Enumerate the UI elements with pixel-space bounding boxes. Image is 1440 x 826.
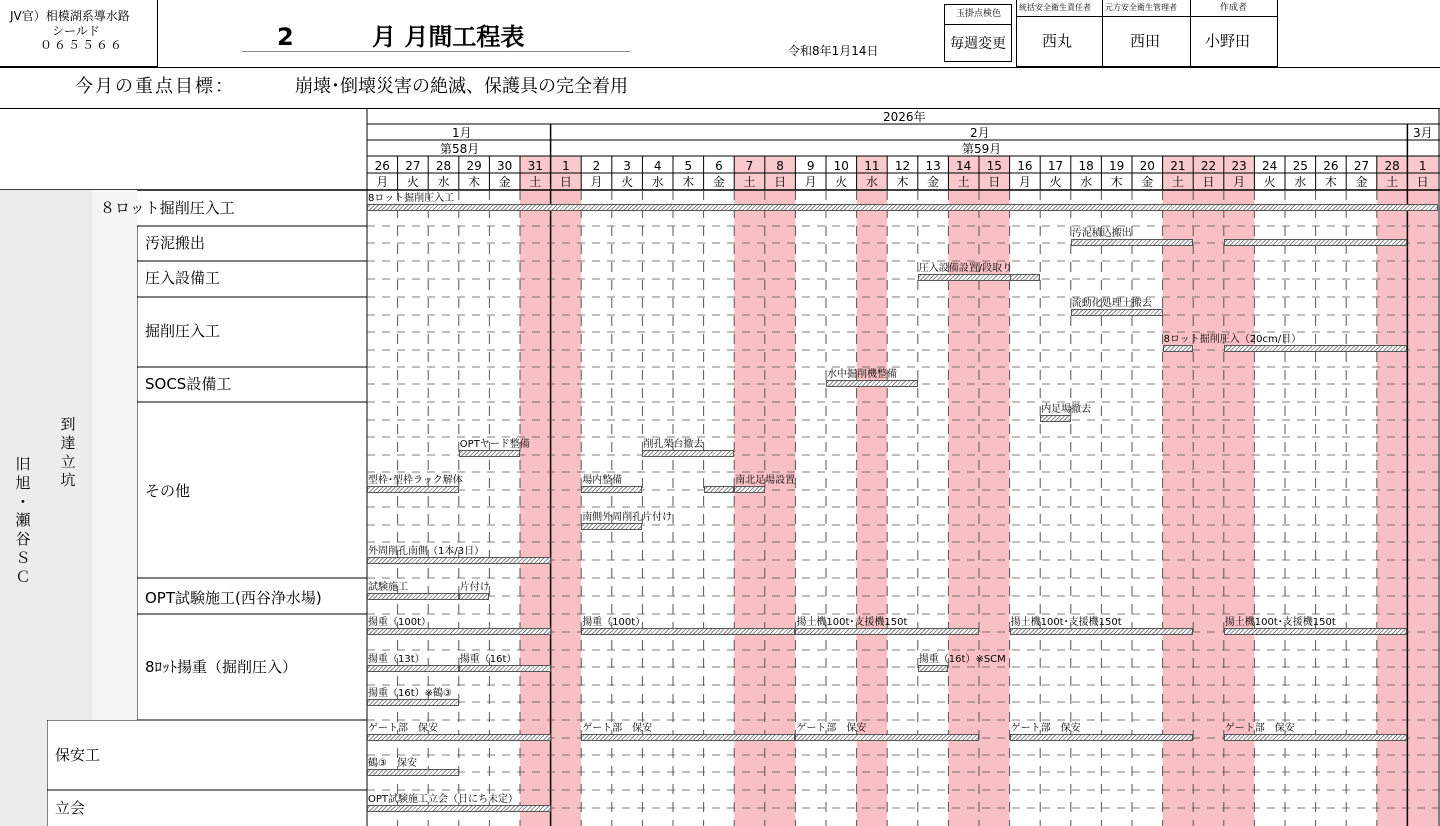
holiday-column-shade [765, 190, 796, 826]
day-of-week: 火 [621, 175, 634, 189]
holiday-column-shade [1407, 190, 1438, 826]
item-sludge: 汚泥搬出 [145, 234, 206, 252]
day-number: 26 [1323, 159, 1339, 173]
holiday-column-shade [551, 190, 582, 826]
goal-text: 崩壊･倒壊災害の絶滅、保護具の完全着用 [295, 76, 628, 97]
task-bar [642, 450, 734, 457]
day-of-week: 日 [774, 175, 787, 189]
day-number: 23 [1231, 159, 1247, 173]
day-of-week: 水 [1080, 175, 1093, 189]
day-number: 19 [1109, 159, 1125, 173]
group-col-bg [92, 190, 137, 720]
task-bar [367, 769, 459, 776]
task-label: 水中掘削機整備 [827, 369, 897, 380]
task-label: OPTヤード整備 [459, 439, 530, 450]
item-socs: SOCS設備工 [145, 375, 232, 393]
task-bar [367, 665, 459, 672]
task-bar [1010, 628, 1194, 635]
day-of-week: 土 [957, 175, 970, 189]
day-number: 24 [1262, 159, 1278, 173]
task-bar [734, 486, 765, 493]
task-label: 場内整備 [582, 475, 623, 486]
item-excavation: 掘削圧入工 [145, 322, 221, 340]
day-number: 28 [1384, 159, 1400, 173]
jv-line2: シールド [52, 24, 100, 38]
task-bar [459, 665, 551, 672]
task-bar [1224, 239, 1408, 246]
task-label: 8ロット掘削圧入（20cm/日） [1163, 334, 1302, 345]
role1-name: 西丸 [1042, 32, 1073, 50]
day-number: 22 [1200, 159, 1217, 173]
jv-line1: JV官）相模湖系導水路 [10, 9, 130, 23]
day-of-week: 月 [590, 175, 603, 189]
month-feb: 2月 [970, 126, 990, 140]
task-bar [795, 734, 979, 741]
day-number: 27 [405, 159, 421, 173]
day-number: 17 [1047, 159, 1064, 173]
task-label: ゲート部 保安 [796, 723, 867, 734]
task-bar [581, 486, 642, 493]
task-label: 流動化処理土搬去 [1071, 298, 1152, 309]
security-label: 保安工 [55, 746, 101, 764]
task-bar [918, 665, 949, 672]
issue-date: 令和8年1月14日 [788, 44, 879, 58]
task-bar [795, 628, 979, 635]
holiday-column-shade [979, 190, 1010, 826]
task-bar [1224, 734, 1408, 741]
check-color-label: 玉掛点検色 [956, 9, 1002, 19]
day-of-week: 金 [1355, 175, 1368, 189]
task-bar [367, 805, 551, 812]
day-of-week: 火 [1049, 175, 1062, 189]
holiday-column-shade [1163, 190, 1194, 826]
task-bar [581, 734, 795, 741]
day-number: 26 [374, 159, 390, 173]
holiday-column-shade [1377, 190, 1408, 826]
task-label: ゲート部 保安 [582, 723, 653, 734]
task-label: ゲート部 保安 [1224, 723, 1295, 734]
day-of-week: 日 [1202, 175, 1215, 189]
day-number: 13 [925, 159, 941, 173]
day-of-week: 土 [529, 175, 542, 189]
task-label: OPT試験施工立会（日にち未定） [368, 794, 519, 805]
day-of-week: 金 [927, 175, 940, 189]
task-label: 鶴③ 保安 [368, 758, 417, 769]
day-number: 27 [1353, 159, 1370, 173]
day-number: 11 [864, 159, 880, 173]
day-number: 29 [466, 159, 482, 173]
page-title: 月 月間工程表 [372, 23, 525, 51]
task-label: 揚重（13t） [368, 654, 425, 665]
holiday-column-shade [520, 190, 551, 826]
site-label: 旧 旭 ・ 瀬 谷 Ｓ Ｃ [15, 455, 31, 586]
task-bar [1010, 734, 1194, 741]
day-of-week: 土 [743, 175, 756, 189]
goal-label: 今月の重点目標： [75, 76, 235, 97]
task-bar [367, 557, 551, 564]
task-label: 揚土機100t･支援機150t [796, 617, 908, 628]
day-of-week: 金 [712, 175, 725, 189]
task-bar [459, 593, 490, 600]
jv-line3: ０６５５６６ [40, 38, 125, 52]
area-label: 到 達 立 坑 [60, 415, 76, 490]
item-opt: OPT試験施工(西谷浄水場) [145, 589, 322, 607]
day-number: 21 [1170, 159, 1186, 173]
role2-name: 西田 [1130, 32, 1161, 50]
day-number: 14 [956, 159, 972, 173]
holiday-column-shade [734, 190, 765, 826]
day-of-week: 月 [1233, 175, 1246, 189]
day-number: 7 [745, 159, 754, 173]
task-label: 南側外周削孔片付け [582, 512, 673, 523]
day-of-week: 日 [1416, 175, 1429, 189]
task-label: 削孔架台撤去 [643, 439, 704, 450]
role3-label: 作成者 [1220, 3, 1248, 13]
item-other: その他 [145, 482, 191, 500]
task-label: ゲート部 保安 [368, 723, 438, 734]
task-bar [1224, 345, 1408, 352]
task-bar [367, 593, 459, 600]
day-of-week: 火 [835, 175, 848, 189]
week-59: 第59月 [962, 142, 1002, 156]
check-color-value: 毎週変更 [950, 36, 1006, 52]
day-number: 20 [1139, 159, 1155, 173]
group-label: ８ロット掘削圧入工 [100, 199, 235, 217]
holiday-column-shade [1193, 190, 1224, 826]
task-label: 揚重（100t） [582, 617, 646, 628]
task-label: 揚土機100t･支援機150t [1010, 617, 1122, 628]
task-bar [367, 486, 459, 493]
day-number: 2 [592, 159, 601, 173]
task-label: 外周削孔南側（1本/3日） [368, 546, 485, 557]
day-number: 9 [806, 159, 815, 173]
task-bar [704, 486, 735, 493]
day-number: 18 [1078, 159, 1094, 173]
day-of-week: 木 [1110, 175, 1123, 189]
day-of-week: 水 [651, 175, 664, 189]
day-number: 6 [715, 159, 723, 173]
day-number: 16 [1017, 159, 1033, 173]
task-bar [581, 628, 795, 635]
day-number: 8 [776, 159, 784, 173]
witness-label: 立会 [55, 799, 86, 817]
day-of-week: 金 [1141, 175, 1154, 189]
day-of-week: 土 [1171, 175, 1184, 189]
role1-label: 統括安全衛生責任者 [1019, 3, 1091, 12]
month-mar: 3月 [1413, 126, 1433, 140]
day-of-week: 水 [865, 175, 878, 189]
task-bar [367, 628, 551, 635]
task-bar [1010, 274, 1041, 281]
day-number: 10 [833, 159, 849, 173]
day-number: 15 [986, 159, 1002, 173]
day-number: 12 [894, 159, 911, 173]
task-label: 型枠･型枠ラック解体 [368, 475, 463, 486]
task-bar [367, 204, 1438, 211]
day-number: 5 [684, 159, 693, 173]
day-number: 1 [1418, 159, 1427, 173]
day-number: 30 [497, 159, 513, 173]
day-number: 3 [623, 159, 631, 173]
day-of-week: 水 [437, 175, 450, 189]
task-label: 圧入設備設置/段取り [918, 263, 1013, 274]
task-label: 内足場撤去 [1041, 404, 1092, 415]
month-jan: 1月 [452, 126, 472, 140]
task-bar [1071, 239, 1193, 246]
day-of-week: 火 [406, 175, 419, 189]
day-of-week: 木 [896, 175, 909, 189]
year-label: 2026年 [883, 110, 926, 124]
day-of-week: 木 [682, 175, 695, 189]
task-label: ゲート部 保安 [1010, 723, 1081, 734]
item-lifting: 8ﾛｯﾄ揚重（掘削圧入） [145, 658, 298, 676]
task-label: 試験施工 [368, 582, 408, 593]
day-of-week: 水 [1294, 175, 1307, 189]
day-number: 25 [1292, 159, 1308, 173]
day-number: 1 [562, 159, 570, 173]
holiday-column-shade [948, 190, 979, 826]
task-bar [1224, 628, 1408, 635]
day-of-week: 日 [559, 175, 572, 189]
task-bar [1040, 415, 1071, 422]
month-number: 2 [277, 23, 294, 51]
task-bar [367, 734, 551, 741]
day-number: 31 [527, 159, 543, 173]
week-58: 第58月 [440, 142, 480, 156]
day-of-week: 火 [1263, 175, 1276, 189]
item-press-equipment: 圧入設備工 [145, 269, 221, 287]
task-label: 揚土機100t･支援機150t [1224, 617, 1336, 628]
task-label: 8ロット掘削圧入工 [368, 193, 455, 204]
task-label: 揚重（16t）※SCM [918, 654, 1006, 665]
task-label: 片付け [459, 582, 490, 593]
role2-label: 元方安全衛生管理者 [1105, 3, 1177, 12]
task-label: 揚重（100t） [368, 617, 432, 628]
task-bar [1163, 345, 1194, 352]
task-bar [459, 450, 520, 457]
task-label: 汚泥積込搬出 [1071, 228, 1132, 239]
day-of-week: 木 [1324, 175, 1337, 189]
task-bar [1071, 309, 1163, 316]
day-of-week: 土 [1386, 175, 1399, 189]
day-number: 4 [653, 159, 662, 173]
day-of-week: 月 [804, 175, 817, 189]
task-label: 揚重（16t） [459, 654, 517, 665]
task-label: 揚重（16t）※鶴③ [368, 688, 452, 699]
day-of-week: 金 [498, 175, 511, 189]
day-of-week: 月 [376, 175, 389, 189]
task-bar [367, 699, 459, 706]
role3-name: 小野田 [1205, 32, 1251, 50]
day-of-week: 月 [1018, 175, 1031, 189]
task-label: 南北足場設置 [735, 475, 796, 486]
day-number: 28 [435, 159, 452, 173]
day-of-week: 日 [988, 175, 1001, 189]
task-bar [581, 523, 642, 530]
task-bar [826, 380, 918, 387]
day-of-week: 木 [468, 175, 481, 189]
